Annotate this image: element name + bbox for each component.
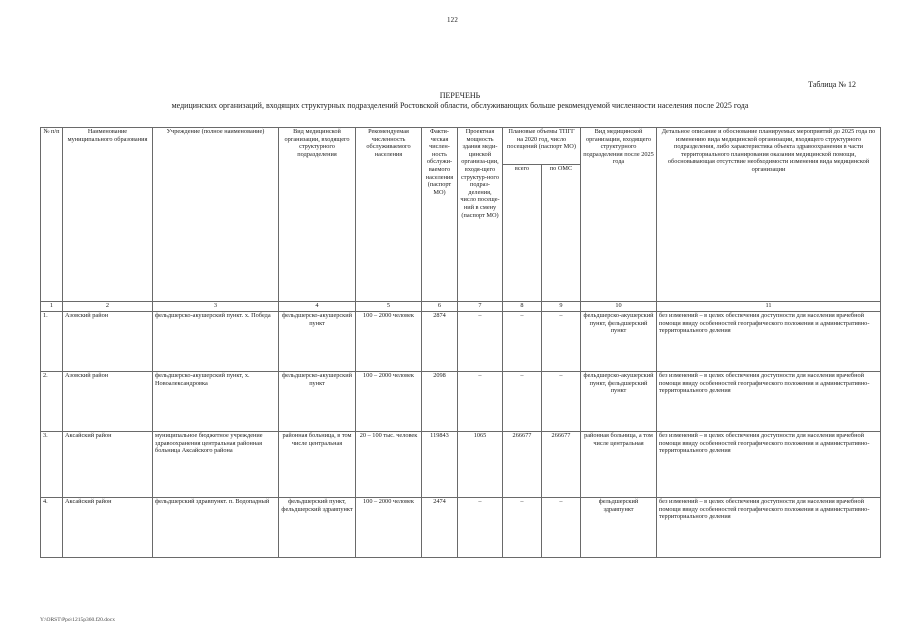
description-cell: без изменений – в целях обеспечения доступности для населения врачебной помощи ввиду особенностей географического положения и административно-территориального деления (657, 372, 881, 432)
recommended-cell: 20 – 100 тыс. человек (356, 432, 422, 498)
row-number: 3. (41, 432, 63, 498)
total-cell: – (503, 312, 542, 372)
municipality-cell: Аксайский район (63, 498, 153, 558)
municipality-cell: Аксайский район (63, 432, 153, 498)
table-row (41, 372, 881, 432)
column-number: 2 (63, 302, 153, 312)
table-row (41, 312, 881, 372)
col-header-planned-volumes: Плановые объемы ТПГГ на 2020 год, число посещений (паспорт МО) (503, 128, 581, 165)
col-header-actual: Факти-ческая числен-ность обслужи-ваемого населения (паспорт МО) (422, 128, 458, 302)
table-row (41, 432, 881, 498)
municipality-cell: Азовский район (63, 372, 153, 432)
col-header-institution: Учреждение (полное наименование) (153, 128, 279, 302)
oms-cell: – (542, 372, 581, 432)
col-header-recommended: Рекомендуемая численность обслуживаемого населения (356, 128, 422, 302)
col-header-type: Вид медицинской организации, входящего структурного подразделения (279, 128, 356, 302)
type-after-cell: фельдшерский здравпункт (581, 498, 657, 558)
column-number: 1 (41, 302, 63, 312)
recommended-cell: 100 – 2000 человек (356, 372, 422, 432)
description-cell: без изменений – в целях обеспечения доступности для населения врачебной помощи ввиду особенностей географического положения и административно-территориального деления (657, 432, 881, 498)
oms-cell: 266677 (542, 432, 581, 498)
total-cell: 266677 (503, 432, 542, 498)
capacity-cell: – (458, 372, 503, 432)
capacity-cell: 1065 (458, 432, 503, 498)
type-cell: фельдшерский пункт, фельдшерский здравпункт (279, 498, 356, 558)
total-cell: – (503, 498, 542, 558)
total-cell: – (503, 372, 542, 432)
actual-cell: 2474 (422, 498, 458, 558)
col-header-number: № п/п (41, 128, 63, 302)
column-number: 9 (542, 302, 581, 312)
institution-cell: муниципальное бюджетное учреждение здравоохранения центральная районная больница Аксайского района (153, 432, 279, 498)
column-number: 8 (503, 302, 542, 312)
col-header-description: Детальное описание и обоснование планируемых мероприятий до 2025 года по изменению вида медицинской организации, входящего структурного подразделения, либо характеристика объекта здравоохранения в части территориального планирования оказания медицинской помощи, обосновывающая отсутствие необходимости изменения вида медицинской организации (657, 128, 881, 302)
type-after-cell: фельдшерско-акушерский пункт, фельдшерский пункт (581, 312, 657, 372)
document-heading (40, 91, 880, 111)
column-number: 3 (153, 302, 279, 312)
type-after-cell: фельдшерско-акушерский пункт, фельдшерский пункт (581, 372, 657, 432)
column-number: 11 (657, 302, 881, 312)
column-number-row (41, 302, 881, 312)
column-number: 7 (458, 302, 503, 312)
type-after-cell: районная больница, а том числе центральная (581, 432, 657, 498)
col-header-oms: по ОМС (542, 165, 581, 302)
municipality-cell: Азовский район (63, 312, 153, 372)
heading-title: ПЕРЕЧЕНЬ (439, 91, 481, 100)
row-number: 4. (41, 498, 63, 558)
col-header-type-after-2025: Вид медицинской организации, входящего структурного подразделения после 2025 года (581, 128, 657, 302)
recommended-cell: 100 – 2000 человек (356, 312, 422, 372)
page-number: 122 (446, 16, 459, 24)
column-number: 5 (356, 302, 422, 312)
description-cell: без изменений – в целях обеспечения доступности для населения врачебной помощи ввиду особенностей географического положения и административно-территориального деления (657, 312, 881, 372)
column-number: 10 (581, 302, 657, 312)
oms-cell: – (542, 312, 581, 372)
oms-cell: – (542, 498, 581, 558)
actual-cell: 119843 (422, 432, 458, 498)
column-number: 6 (422, 302, 458, 312)
description-cell: без изменений – в целях обеспечения доступности для населения врачебной помощи ввиду особенностей географического положения и административно-территориального деления (657, 498, 881, 558)
column-number: 4 (279, 302, 356, 312)
table-row (41, 498, 881, 558)
row-number: 2. (41, 372, 63, 432)
medical-organizations-table (40, 127, 881, 558)
actual-cell: 2098 (422, 372, 458, 432)
institution-cell: фельдшерско-акушерский пункт. х. Победа (153, 312, 279, 372)
institution-cell: фельдшерско-акушерский пункт, х. Новоалександровка (153, 372, 279, 432)
type-cell: районная больница, в том числе центральная (279, 432, 356, 498)
recommended-cell: 100 – 2000 человек (356, 498, 422, 558)
capacity-cell: – (458, 312, 503, 372)
actual-cell: 2874 (422, 312, 458, 372)
table-label: Таблица № 12 (808, 80, 856, 89)
heading-subtitle: медицинских организаций, входящих структурных подразделений Ростовской области, обслуживающих больше рекомендуемой численности населения после 2025 года (171, 101, 749, 110)
col-header-total: всего (503, 165, 542, 302)
type-cell: фельдшерско-акушерский пункт (279, 372, 356, 432)
col-header-capacity: Проектная мощность здания меди-цинской организа-ции, входя-щего структур-ного подраз-деления, число посеще-ний в смену (паспорт МО) (458, 128, 503, 302)
type-cell: фельдшерско-акушерский пункт (279, 312, 356, 372)
row-number: 1. (41, 312, 63, 372)
capacity-cell: – (458, 498, 503, 558)
file-path-footer: Y:\ORST\Ppo\1215p360.f20.docx (40, 617, 115, 623)
institution-cell: фельдшерский здравпункт. п. Водопадный (153, 498, 279, 558)
col-header-municipality: Наименование муниципального образования (63, 128, 153, 302)
